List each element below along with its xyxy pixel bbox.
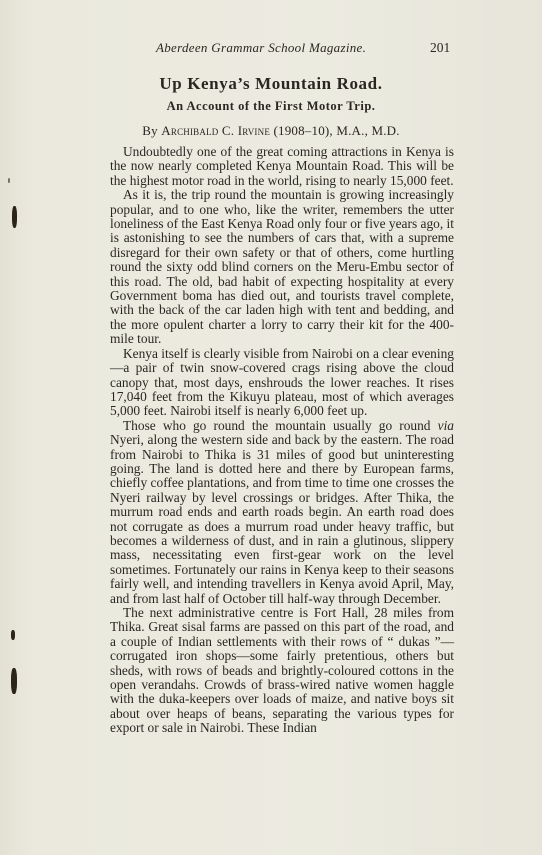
paragraph: The next administrative centre is Fort Hall, 28 miles from Thika. Great sisal farms are passed on this part of the road, and a couple of Indian settlements with their rows of “ dukas ”—corrugated iron shops—some fairly pretentious, others but sheds, with rows of beads and brightly-coloured cottons in the open verandahs. Crowds of brass-wired native women haggle with the duka-keepers over loads of maize, and native boys sit about over heaps of beans, separating the various types for export or sale in Nairobi. These Indian bbox=[110, 605, 454, 736]
paragraph bbox=[110, 419, 454, 606]
paragraph: Kenya itself is clearly visible from Nairobi on a clear evening—a pair of twin snow-covered crags rising above the cloud canopy that, most days, enshrouds the lower reaches. It rises 17,040 feet from the Kikuyu plateau, most of which averages 5,000 feet. Nairobi itself is nearly 6,000 feet up. bbox=[110, 345, 454, 419]
article-body bbox=[110, 145, 454, 736]
paragraph-lead: Those who go round bbox=[123, 417, 245, 433]
paragraph-text: the mountain usually go round bbox=[251, 417, 431, 433]
page-number: 201 bbox=[430, 40, 451, 55]
margin-ink-spot bbox=[12, 206, 17, 228]
margin-ink-spot bbox=[11, 630, 15, 640]
margin-ink-spot bbox=[8, 178, 10, 183]
byline bbox=[0, 123, 542, 139]
magazine-title: Aberdeen Grammar School Magazine. bbox=[156, 40, 367, 55]
article-subtitle: An Account of the First Motor Trip. bbox=[166, 99, 376, 113]
byline-suffix: (1908–10), M.A., M.D. bbox=[270, 123, 400, 138]
author-name: Archibald C. Irvine bbox=[161, 123, 271, 138]
byline-prefix: By bbox=[142, 123, 162, 138]
italic-word: via bbox=[437, 417, 454, 433]
paragraph: Undoubtedly one of the great coming attractions in Kenya is the now nearly completed Kenya Mountain Road. This will be the highest motor road in the world, rising to nearly 15,000 feet. bbox=[110, 144, 454, 188]
paragraph: As it is, the trip round the mountain is growing increasingly popular, and to one who, like the writer, remembers the utter loneliness of the East Kenya Road only four or five years ago, it is astonishing to see the numbers of cars that, with a supreme disregard for their own safety or that of others, come hurtling round the sixty odd blind corners on the Meru-Embu sector of this road. The old, bad habit of expecting hospitality at every Government boma has died out, and tourists travel complete, with the back of the car laden high with tent and bedding, and the more opulent charter a lorry to carry their kit for the 400-mile tour. bbox=[110, 187, 454, 347]
running-head bbox=[0, 40, 542, 58]
article-title: Up Kenya’s Mountain Road. bbox=[159, 74, 383, 93]
margin-ink-spot bbox=[11, 668, 17, 694]
paragraph-text: Nyeri, along the western side and back by the eastern. The road from Nairobi to Thika is 31 miles of good but uninteresting going. The land is dotted here and there by European farms, chiefly coffee plantations, and from time to time one crosses the Nyeri railway by level crossings or bridges. After Thika, the murrum road ends and earth roads begin. An earth road does not corrugate as does a murrum road under heavy traffic, but becomes a wilderness of dust, and in rain a glutinous, slippery mass, necessitating even first-gear work on the level sometimes. Fortunately our rains in Kenya keep to their seasons fairly well, and intending travellers in Kenya avoid April, May, and from last half of October till half-way through December. bbox=[110, 432, 454, 606]
